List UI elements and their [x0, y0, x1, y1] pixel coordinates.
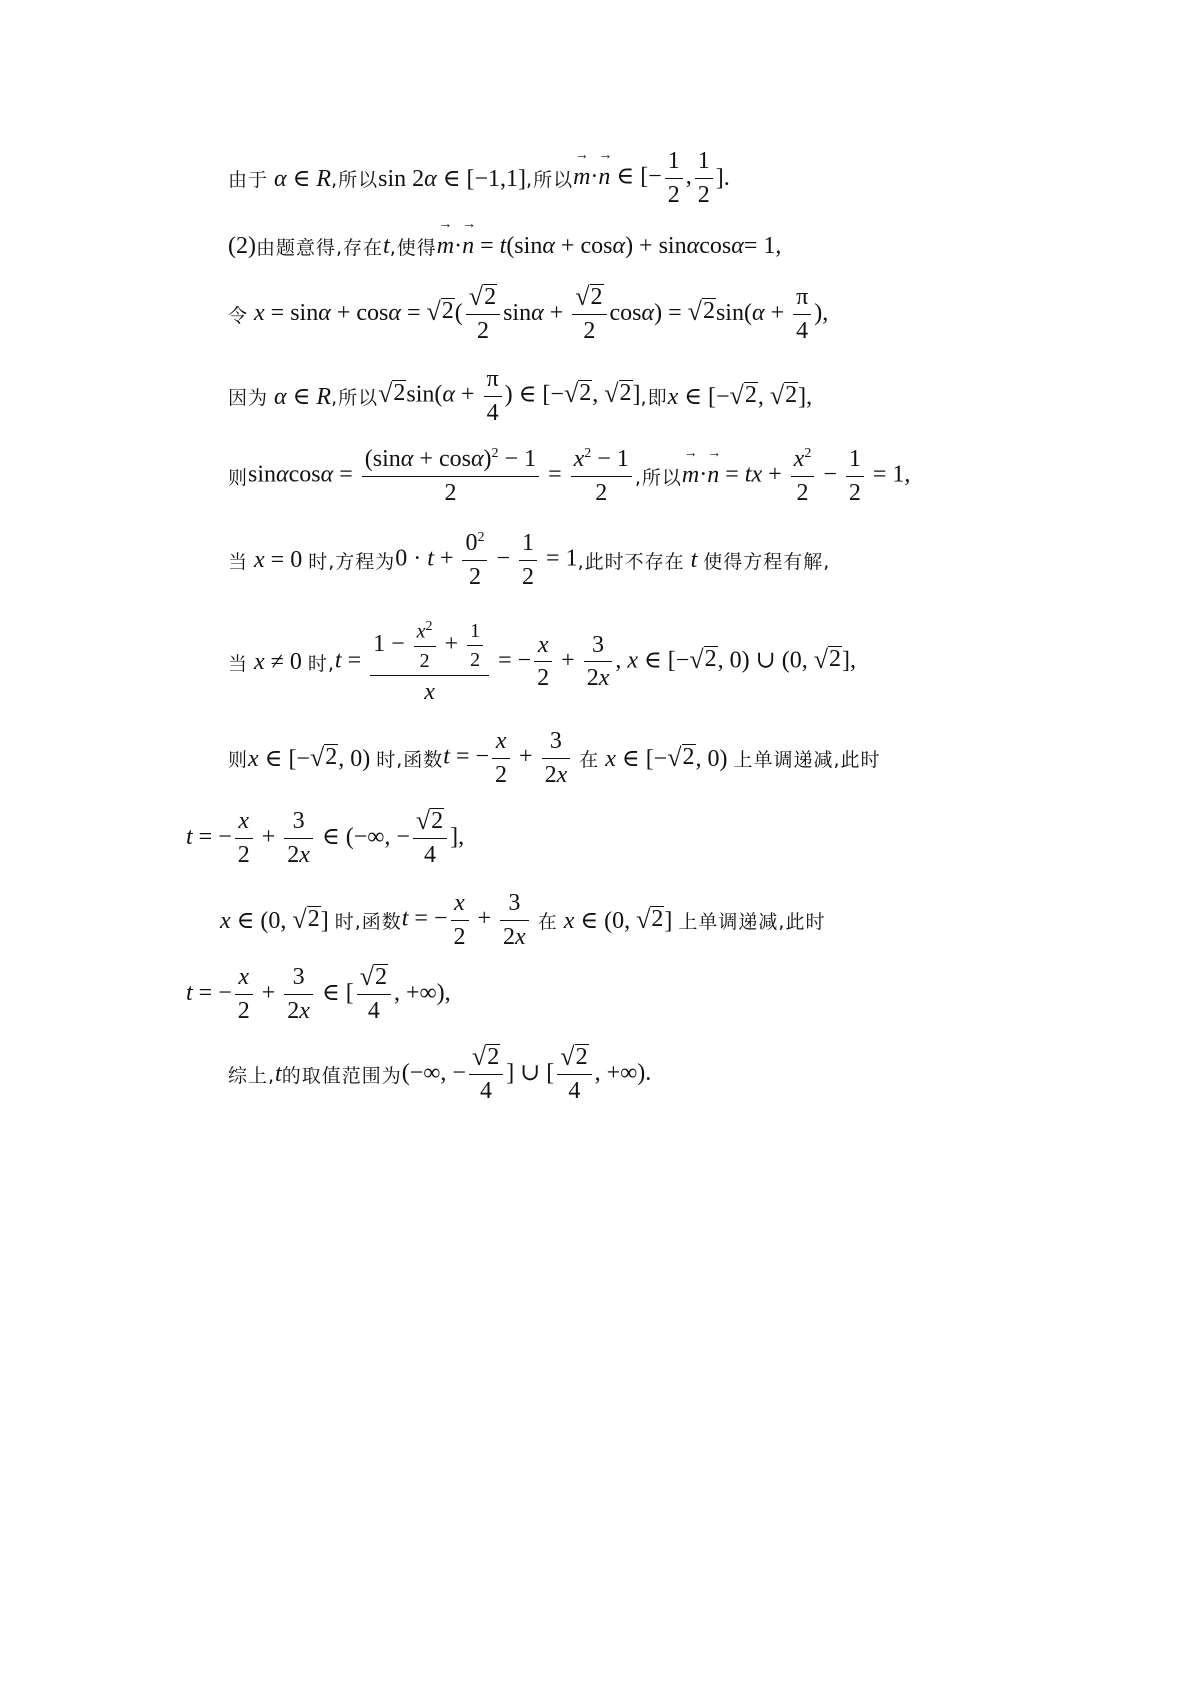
formula: α ∈ R: [274, 165, 332, 192]
part-label: (2): [228, 232, 256, 259]
text: ,使得: [389, 236, 437, 259]
text: 则: [228, 466, 249, 489]
formula: sin 2α ∈ [−1,1]: [378, 165, 527, 192]
formula: t = − $\frac{x}{2}$ + $\frac{3}{2x}$ ∈ [ √ 2 4 , +∞),: [186, 961, 451, 1025]
line-7: [228, 612, 856, 712]
line-4: [228, 366, 812, 426]
formula: x ≠ 0: [254, 648, 308, 675]
text: 在: [537, 910, 558, 933]
line-3: [228, 282, 828, 346]
text: 上单调递减,此时: [678, 910, 826, 933]
formula: x ∈ [− √ 2 , 0): [248, 742, 377, 772]
line-1: [228, 150, 730, 206]
text: 由题意得,存在: [255, 236, 384, 259]
text: 时,函数: [376, 748, 444, 771]
formula: (−∞, − √ 2 4 ] ∪ [ √ 2 4 , +∞).: [401, 1041, 652, 1105]
text: 因为: [228, 386, 269, 409]
text: ,所以: [331, 386, 379, 409]
text: ].: [715, 164, 730, 191]
text: 时,方程为: [308, 550, 396, 573]
line-11: [186, 962, 451, 1026]
text: 时,: [307, 652, 335, 675]
line-2: [228, 226, 781, 266]
formula: t = − $\frac{x}{2}$ + $\frac{3}{2x}$ ∈ (−∞, − √ 2 4 ],: [186, 805, 465, 869]
formula: x ∈ (0, √ 2 ]: [220, 904, 335, 934]
text: ,即: [640, 386, 668, 409]
line-8: [228, 726, 881, 790]
formula: x ∈ [− √ 2 , √ 2 ],: [667, 380, 813, 410]
formula: t: [383, 232, 390, 259]
formula: t: [684, 546, 704, 573]
text: 当: [228, 550, 249, 573]
formula: 0 · t + $\frac{0^2}{2}$ − $\frac{1}{2}$ = 1: [395, 530, 578, 590]
text: 的取值范围为: [281, 1064, 402, 1087]
text: 令: [228, 304, 249, 327]
text: ,所以: [634, 466, 682, 489]
text: 上单调递减,此时: [733, 748, 881, 771]
text: 使得方程有解,: [703, 550, 831, 573]
formula: x ∈ (0, √ 2 ]: [563, 904, 679, 934]
formula: t: [275, 1060, 282, 1087]
text: ,所以: [526, 168, 574, 191]
line-9: [186, 806, 464, 870]
formula: t = − $\frac{x}{2}$ + $\frac{3}{2x}$: [402, 890, 538, 950]
formula: → m·→ n = t(sinα + cosα) + sinαcosα: [437, 233, 744, 260]
line-10: [220, 888, 825, 952]
text: = 1,: [743, 232, 782, 259]
text: ,所以: [331, 168, 379, 191]
formula: x = 0: [254, 546, 309, 573]
text: 由于: [228, 168, 269, 191]
formula: x = sinα + cosα = √ 2 ( √ 2 2 sinα + √ 2 2 cosα) = √ 2 sin(α + $\frac{\pi}{4}$ ),: [254, 281, 829, 345]
text: 时,函数: [334, 910, 402, 933]
formula: x ∈ [− √ 2 , 0): [605, 742, 734, 772]
text: ,此时不存在: [577, 550, 685, 573]
text: 综上,: [228, 1064, 276, 1087]
formula: √ 2 sin(α + $\frac{\pi}{4}$ ) ∈ [− √ 2 , √ 2 ]: [378, 366, 641, 426]
formula: α ∈ R: [274, 383, 332, 410]
line-6: [228, 528, 830, 592]
line-12: [228, 1042, 651, 1106]
formula: → m·→ n ∈ [− $\frac{1}{2}$ , $\frac{1}{2}$: [573, 148, 716, 208]
text: 则: [228, 748, 249, 771]
formula: → m·→ n = tx + $\frac{x^2}{2}$ − $\frac{1}{2}$ = 1,: [682, 446, 911, 506]
formula: t = 1 − $\frac{x^2}{2}$ + $\frac{1}{2}$ x = − $\frac{x}{2}$ + $\frac{3}{2x}$ , x ∈ [− √ 2 , 0) ∪ (0, √ 2 ],: [334, 618, 856, 705]
line-5: [228, 444, 910, 508]
formula: sinαcosα = $\frac{(\sin\alpha + \cos\alpha)^2 - 1}{2}$ = $\frac{x^2 - 1}{2}$: [248, 446, 635, 506]
formula: t = − $\frac{x}{2}$ + $\frac{3}{2x}$: [443, 728, 579, 788]
text: 当: [228, 652, 249, 675]
text: 在: [579, 748, 600, 771]
